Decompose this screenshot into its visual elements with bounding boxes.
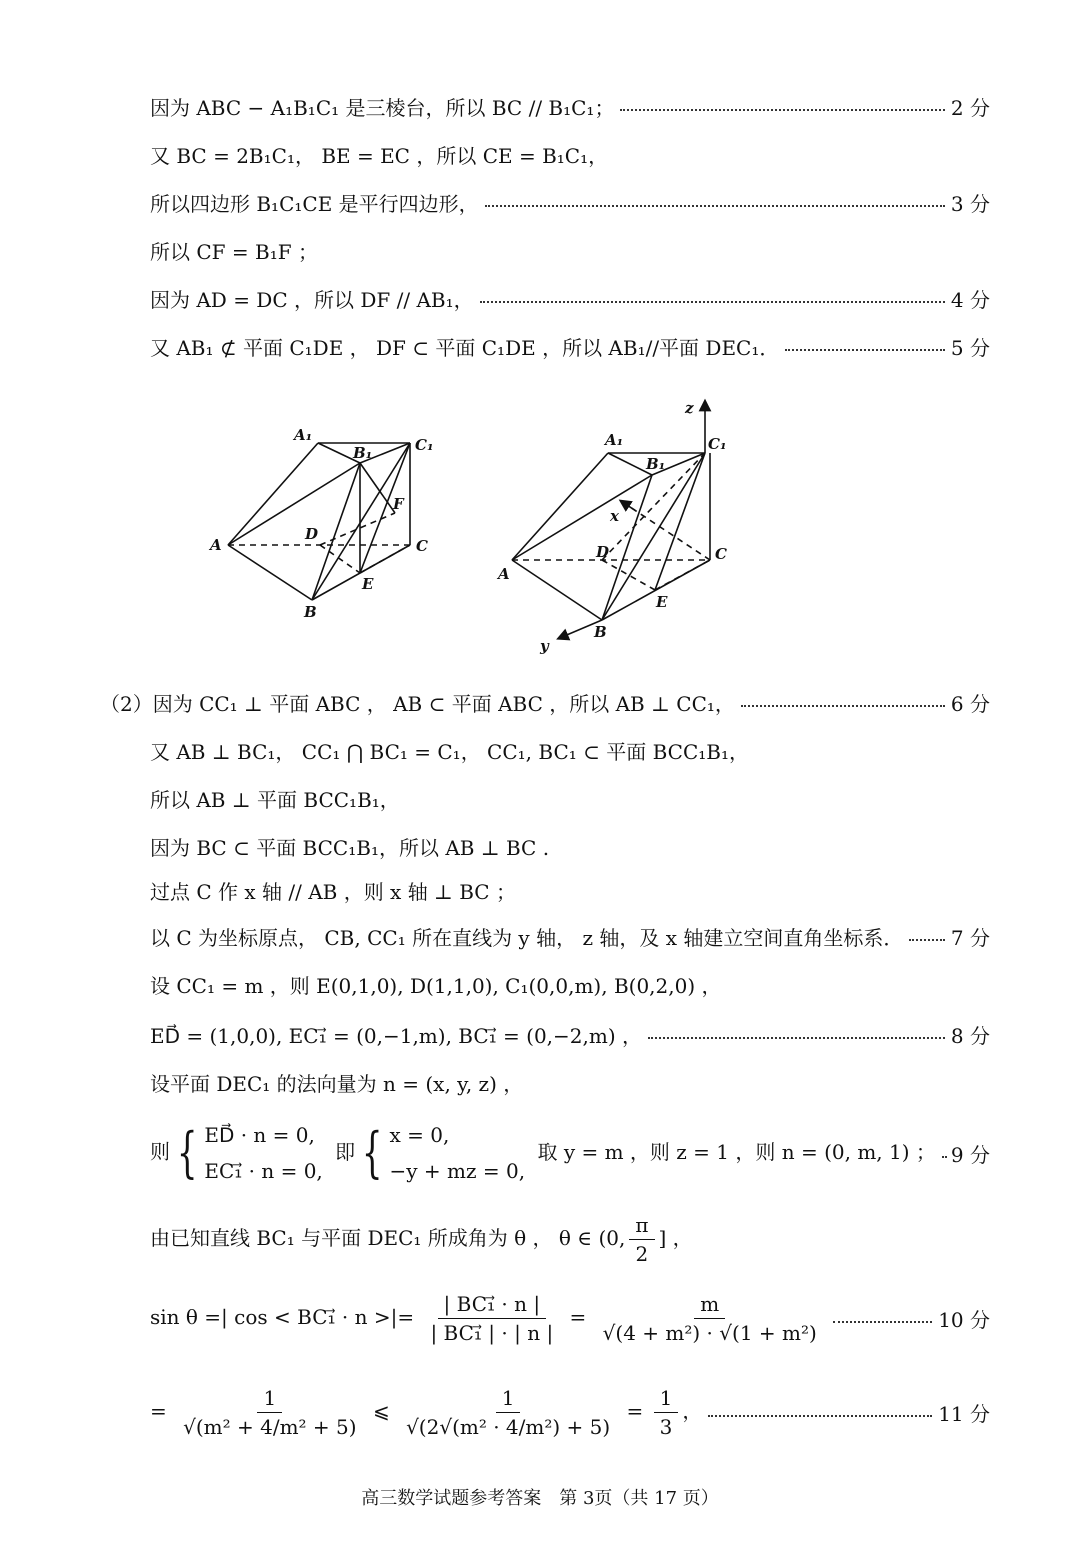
edge: [512, 560, 602, 620]
frustum-figures: [190, 395, 750, 660]
x-axis: [630, 507, 710, 560]
edge: [602, 453, 705, 620]
label-z: z: [685, 399, 694, 417]
label-y: y: [540, 637, 549, 655]
x-arrow: [624, 503, 636, 511]
answer-line-11: 过点 C 作 x 轴 // AB ，则 x 轴 ⊥ BC ；: [150, 879, 516, 904]
label-B1: B₁: [646, 455, 666, 473]
score-label: 6 分: [950, 691, 990, 716]
answer-line-8: 又 AB ⊥ BC₁， CC₁ ⋂ BC₁ = C₁， CC₁, BC₁ ⊂ 平面 BCC₁B₁，: [150, 739, 750, 764]
label-C: C: [416, 537, 428, 555]
edge: [228, 463, 360, 545]
label-C1: C₁: [708, 435, 727, 453]
angle-line: 由已知直线 BC₁ 与平面 DEC₁ 所成角为 θ ， θ ∈ (0, $\frac{\pi}{2}$ ] ，: [150, 1212, 693, 1266]
answer-line-2: 又 BC = 2B₁C₁， BE = EC ，所以 CE = B₁C₁，: [150, 143, 609, 168]
edge: [512, 453, 608, 560]
score-label: 2 分: [950, 95, 990, 120]
label-C: C: [715, 545, 727, 563]
answer-line-15: 设平面 DEC₁ 的法向量为 n = (x, y, z) ，: [150, 1071, 524, 1096]
score-label: 4 分: [950, 287, 990, 312]
answer-line-1: 因为 ABC − A₁B₁C₁ 是三棱台，所以 BC // B₁C₁； 2 分: [150, 89, 990, 123]
score-label: 3 分: [950, 191, 990, 216]
edge: [228, 545, 312, 600]
label-E: E: [362, 575, 374, 593]
hidden-edge: [320, 513, 395, 545]
inequality-line: = $\frac{1}{\text{√(m² + 4/m² + 5)}}$ ⩽ $\frac{1}{\text{√(2√(m² · 4/m²) + 5)}}$ = $\frac{1}{3}$ ， 11 分: [150, 1385, 990, 1439]
page-footer: 高三数学试题参考答案 第 3页（共 17 页）: [361, 1488, 719, 1509]
score-label: 10 分: [938, 1307, 990, 1332]
answer-line-4: 所以 CF = B₁F ；: [150, 239, 318, 264]
label-F: F: [393, 495, 404, 513]
score-label: 9 分: [950, 1142, 990, 1167]
sin-line: sin θ =| cos < BC₁⃗ · n >|= $\frac{\text{| BC₁⃗ · n |}}{\text{| BC₁⃗ | · | n |}}$ = $\frac{m}{\text{√(4 + m²) · √(1 + m²)}}$ 10 分: [150, 1291, 990, 1345]
label-B: B: [594, 623, 607, 641]
label-B: B: [304, 603, 317, 621]
label-x: x: [610, 507, 619, 525]
answer-line-9: 所以 AB ⊥ 平面 BCC₁B₁，: [150, 787, 400, 812]
answer-line-7: （2）因为 CC₁ ⊥ 平面 ABC ， AB ⊂ 平面 ABC ，所以 AB ⊥ CC₁， 6 分: [100, 685, 990, 719]
score-label: 7 分: [950, 925, 990, 950]
score-label: 8 分: [950, 1023, 990, 1048]
score-label: 5 分: [950, 335, 990, 360]
answer-line-13: 设 CC₁ = m ，则 E(0,1,0), D(1,1,0), C₁(0,0,m), B(0,2,0) ，: [150, 973, 722, 998]
figure-left: [228, 443, 410, 600]
hidden-edge: [602, 560, 655, 590]
label-B1: B₁: [353, 444, 373, 462]
label-A: A: [210, 536, 222, 554]
label-E: E: [656, 593, 668, 611]
edge: [312, 443, 410, 600]
label-C1: C₁: [415, 436, 434, 454]
system-line: 则 { ED⃗ · n = 0, EC₁⃗ · n = 0, 即 { x = 0, −y + mz = 0, 取 y = m ，则 z = 1 ，则 n = (0, m, 1) ； 9 分: [150, 1121, 990, 1184]
edge: [602, 475, 652, 620]
label-D: D: [596, 543, 610, 561]
answer-line-3: 所以四边形 B₁C₁CE 是平行四边形， 3 分: [150, 185, 990, 219]
edge: [360, 463, 395, 513]
answer-line-12: 以 C 为坐标原点， CB, CC₁ 所在直线为 y 轴， z 轴，及 x 轴建立空间直角坐标系． 7 分: [150, 919, 990, 953]
label-A: A: [498, 565, 510, 583]
answer-line-10: 因为 BC ⊂ 平面 BCC₁B₁，所以 AB ⊥ BC .: [150, 835, 550, 860]
label-A1: A₁: [605, 431, 624, 449]
answer-line-14: ED⃗ = (1,0,0), EC₁⃗ = (0,−1,m), BC₁⃗ = (0,−2,m) ， 8 分: [150, 1017, 990, 1051]
edge: [512, 475, 652, 560]
label-D: D: [305, 525, 319, 543]
answer-line-6: 又 AB₁ ⊄ 平面 C₁DE ， DF ⊂ 平面 C₁DE ，所以 AB₁//平面 DEC₁． 5 分: [150, 329, 990, 363]
answer-line-5: 因为 AD = DC ，所以 DF // AB₁， 4 分: [150, 281, 990, 315]
label-A1: A₁: [294, 426, 313, 444]
score-label: 11 分: [938, 1401, 990, 1426]
